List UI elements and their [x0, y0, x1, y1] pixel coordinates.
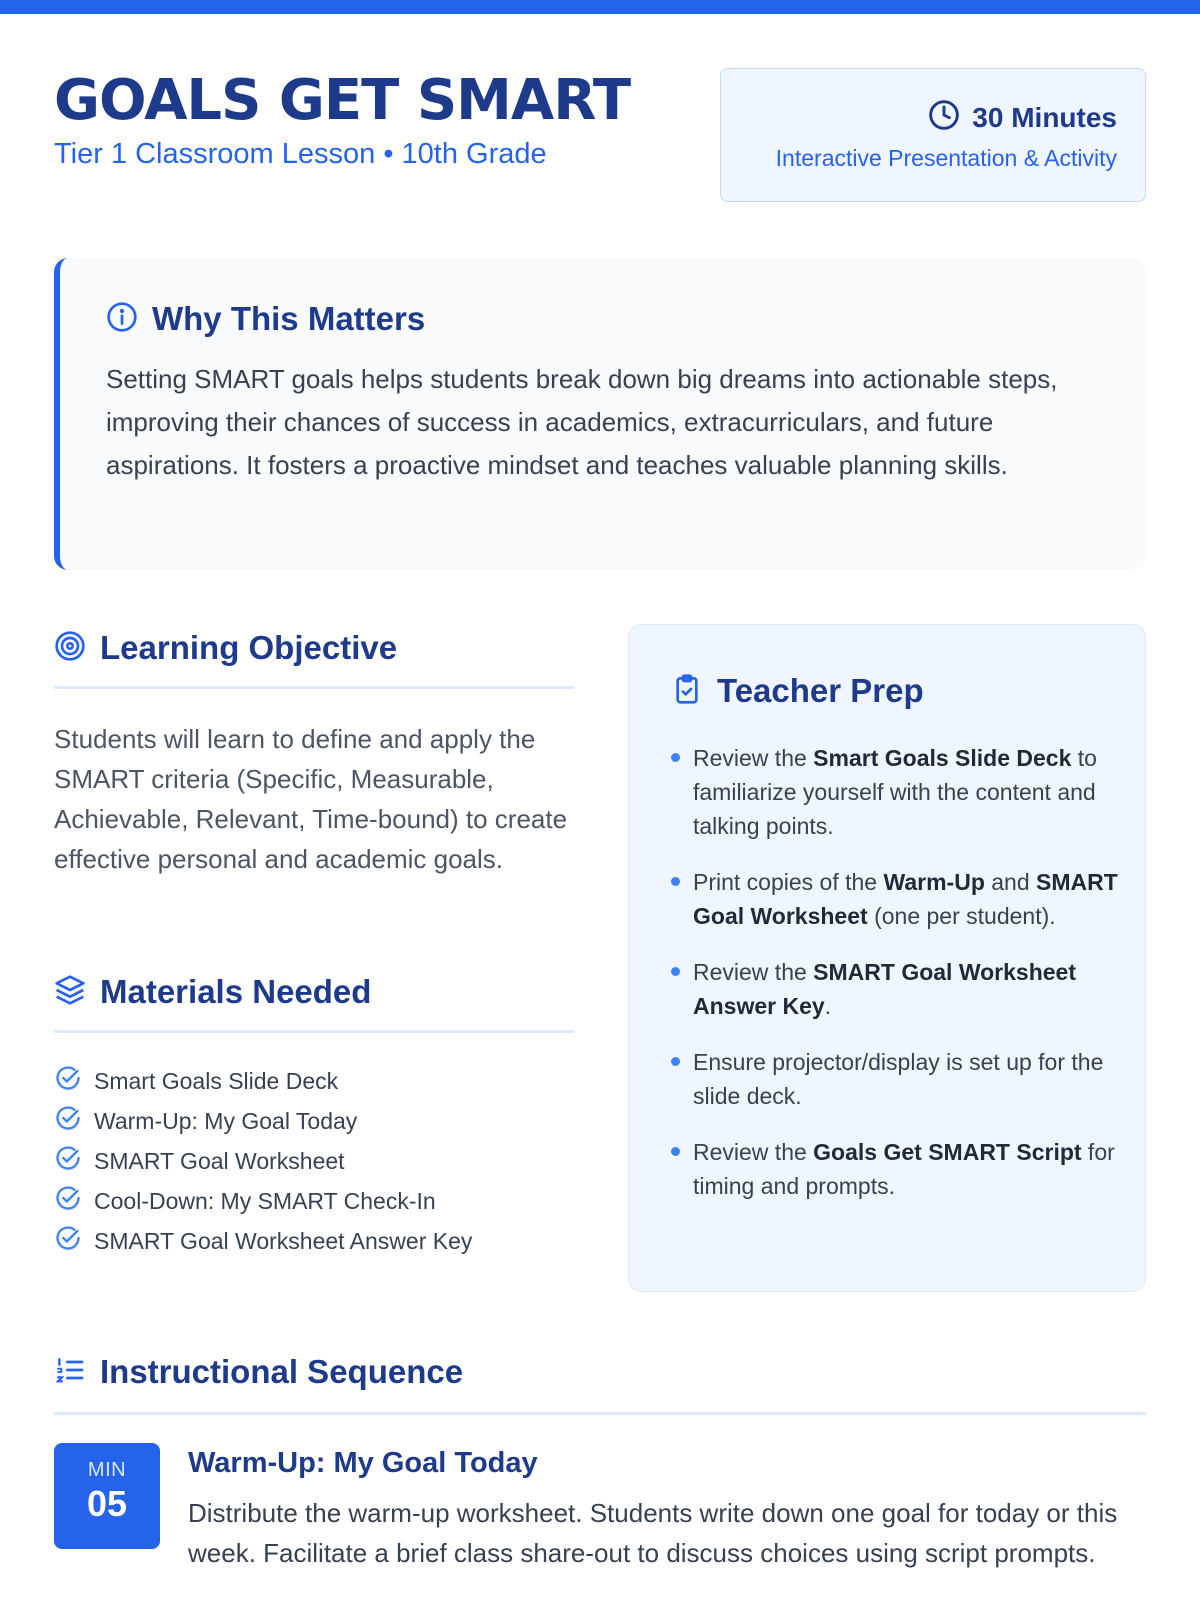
- page-title: GOALS GET SMART: [54, 68, 631, 133]
- list-item: [669, 1045, 1119, 1113]
- objective-body: Students will learn to define and apply the SMART criteria (Specific, Measurable, Achievable, Relevant, Time-bound) to create effective personal and academic goals.: [54, 724, 568, 874]
- prep-emphasis: Warm-Up: [883, 869, 985, 895]
- material-label: SMART Goal Worksheet Answer Key: [94, 1227, 473, 1254]
- material-label: SMART Goal Worksheet: [94, 1147, 345, 1174]
- list-item: [54, 1061, 574, 1101]
- sequence-step: [54, 1443, 1146, 1600]
- sequence-title: Instructional Sequence: [100, 1353, 464, 1390]
- list-item: [669, 865, 1119, 933]
- prep-text: for timing and prompts.: [693, 1139, 1115, 1199]
- check-circle-icon: [54, 1224, 82, 1258]
- prep-text: Ensure projector/display is set up for the slide deck.: [693, 1049, 1104, 1109]
- list-item: [54, 1221, 574, 1261]
- minutes-unit: MIN: [87, 1459, 127, 1481]
- list-item: [54, 1181, 574, 1221]
- divider: [54, 1030, 574, 1033]
- materials-section: [54, 968, 574, 1261]
- materials-list: [54, 1061, 574, 1261]
- prep-text: Review the: [693, 745, 814, 771]
- step-description: Distribute the warm-up worksheet. Students write down one goal for today or this week. Facilitate a brief class share-out to discuss choices using script prompts.: [188, 1498, 1118, 1568]
- format-label: Interactive Presentation & Activity: [775, 145, 1117, 171]
- prep-emphasis: SMART Goal Worksheet Answer Key: [693, 959, 1077, 1019]
- prep-emphasis: Smart Goals Slide Deck: [813, 745, 1072, 771]
- minutes-value: 05: [86, 1483, 128, 1524]
- top-accent-bar: [0, 0, 1200, 14]
- materials-title: Materials Needed: [100, 973, 372, 1010]
- why-body: Setting SMART goals helps students break down big dreams into actionable steps, improving their chances of success in academics, extracurriculars, and future aspirations. It fosters a proactive mindset and teaches valuable planning skills.: [106, 364, 1058, 480]
- objective-heading: [54, 624, 574, 672]
- layers-icon: [54, 974, 86, 1011]
- info-icon: [106, 301, 138, 338]
- lesson-header: [54, 66, 1146, 206]
- prep-text: Print copies of the: [693, 869, 884, 895]
- step-title: Warm-Up: My Goal Today: [188, 1447, 538, 1479]
- divider: [54, 1412, 1146, 1415]
- divider: [54, 686, 574, 689]
- duration-row: [928, 99, 1117, 136]
- list-item: [669, 955, 1119, 1023]
- prep-text: Review the: [693, 959, 814, 985]
- prep-heading: [671, 667, 924, 715]
- numbered-list-icon: [54, 1354, 86, 1391]
- duration-label: 30 Minutes: [972, 101, 1117, 133]
- list-item: [54, 1101, 574, 1141]
- list-item: [54, 1141, 574, 1181]
- clipboard-check-icon: [671, 673, 703, 710]
- prep-text: .: [824, 993, 832, 1019]
- why-title: Why This Matters: [152, 300, 426, 337]
- prep-text: and: [984, 869, 1037, 895]
- why-heading: [106, 300, 425, 338]
- instructional-sequence-section: [54, 1348, 1146, 1600]
- target-icon: [54, 630, 86, 667]
- prep-text: (one per student).: [867, 903, 1056, 929]
- learning-objective-section: [54, 624, 574, 879]
- sequence-heading: [54, 1348, 1146, 1396]
- list-item: [669, 741, 1119, 843]
- prep-title: Teacher Prep: [717, 672, 924, 709]
- prep-list: [669, 741, 1119, 1225]
- teacher-prep-card: [628, 624, 1146, 1292]
- check-circle-icon: [54, 1064, 82, 1098]
- duration-card: [720, 68, 1146, 202]
- objective-title: Learning Objective: [100, 629, 398, 666]
- why-this-matters-card: [54, 258, 1146, 570]
- prep-emphasis: Goals Get SMART Script: [813, 1139, 1082, 1165]
- material-label: Smart Goals Slide Deck: [94, 1067, 339, 1094]
- list-item: [669, 1135, 1119, 1203]
- prep-emphasis: SMART Goal Worksheet: [693, 869, 1118, 929]
- lesson-subtitle: Tier 1 Classroom Lesson • 10th Grade: [54, 138, 547, 170]
- materials-heading: [54, 968, 574, 1016]
- prep-text: Review the: [693, 1139, 814, 1165]
- check-circle-icon: [54, 1104, 82, 1138]
- check-circle-icon: [54, 1144, 82, 1178]
- clock-icon: [928, 99, 960, 136]
- minutes-badge: [54, 1443, 160, 1549]
- prep-text: to familiarize yourself with the content and talking points.: [693, 745, 1097, 839]
- material-label: Cool-Down: My SMART Check-In: [94, 1187, 436, 1214]
- check-circle-icon: [54, 1184, 82, 1218]
- material-label: Warm-Up: My Goal Today: [94, 1107, 358, 1134]
